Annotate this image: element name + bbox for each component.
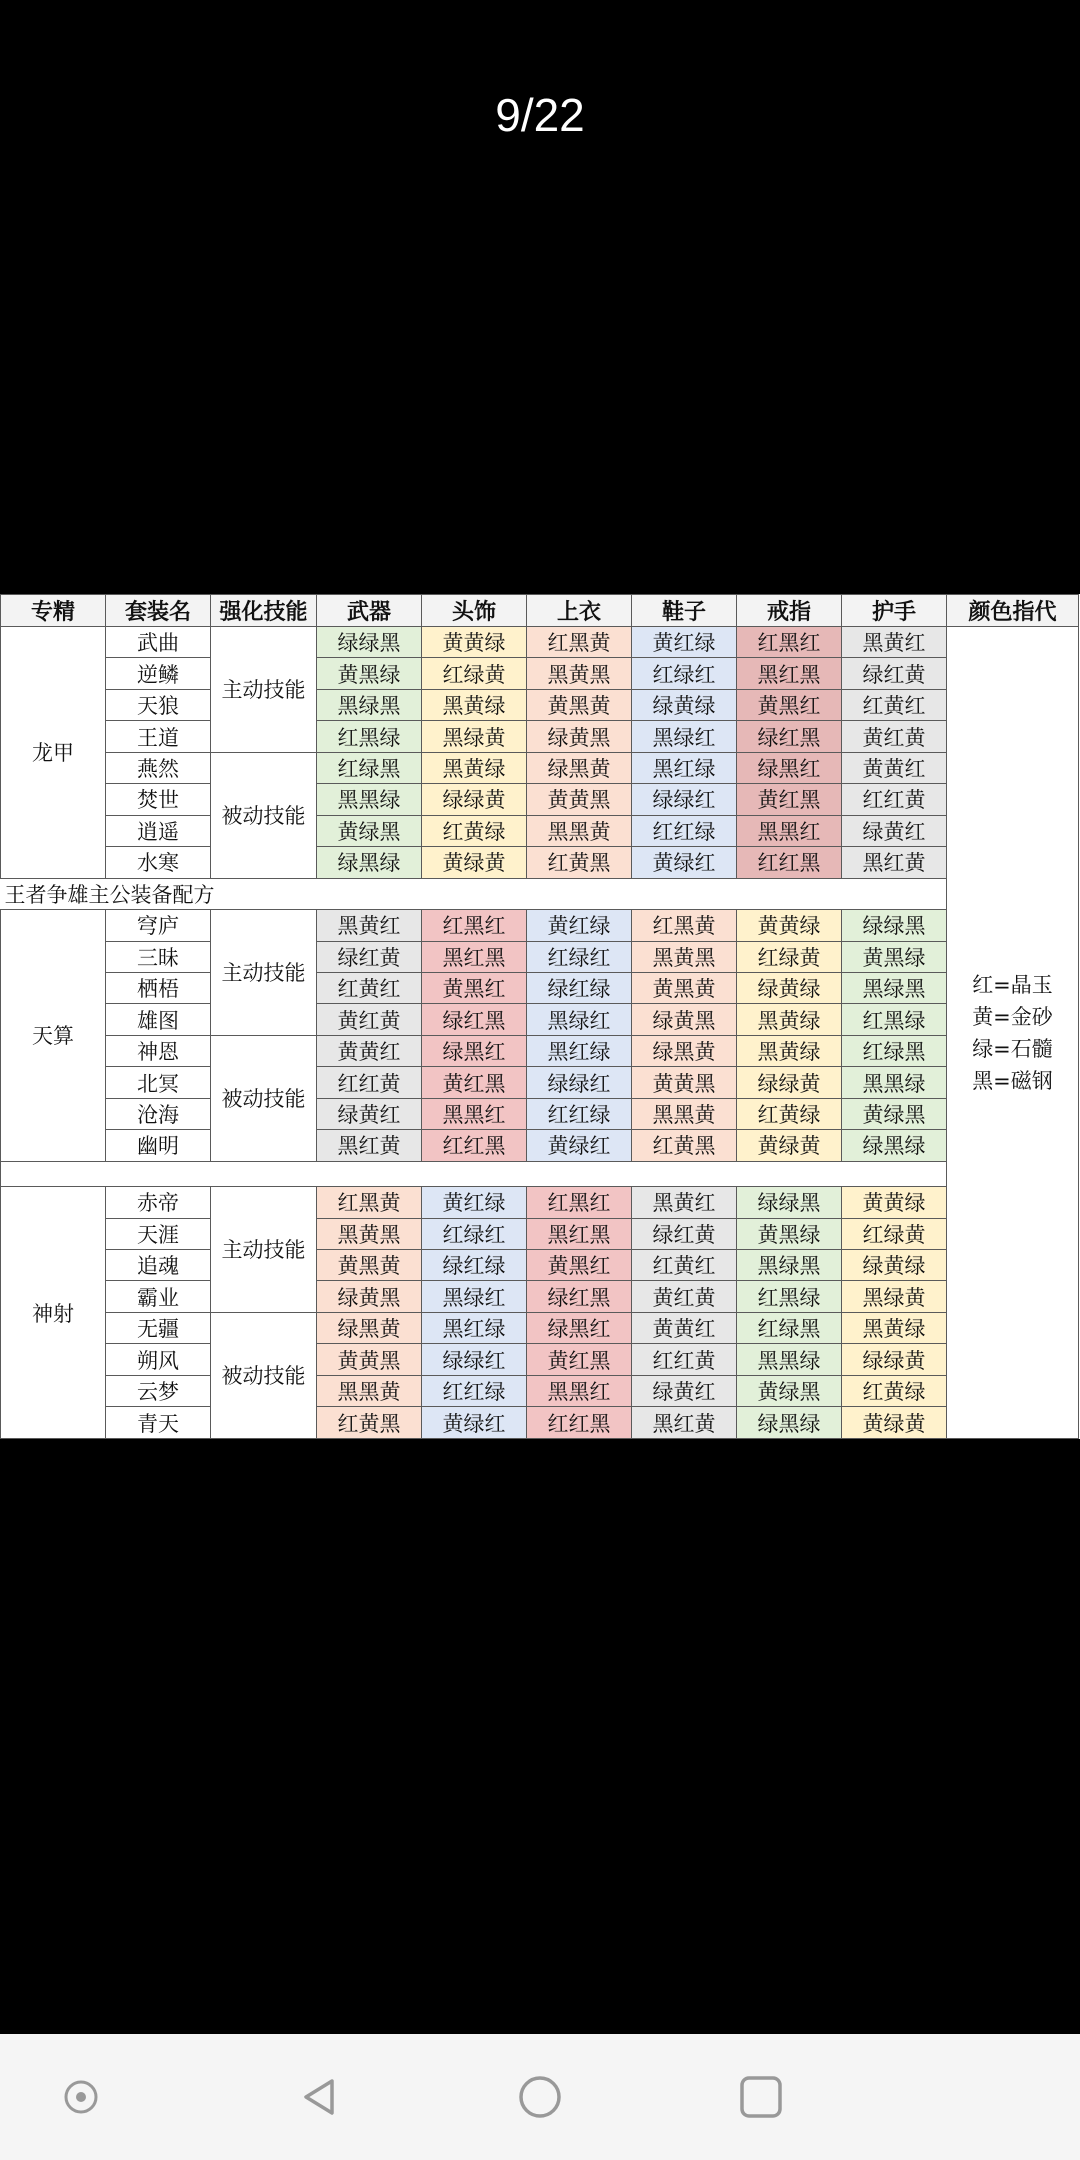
navigation-bar (0, 2034, 1080, 2160)
recipe-cell: 绿黑红 (737, 752, 842, 783)
table-row (1, 784, 1079, 815)
separator-cell (1, 1161, 947, 1186)
table-row (1, 1281, 1079, 1312)
recipe-cell: 黑红黑 (737, 658, 842, 689)
recipe-cell: 黑红黄 (842, 847, 947, 878)
table-row (1, 910, 1079, 941)
recipe-cell: 黄绿黄 (737, 1130, 842, 1161)
spec-cell: 神射 (1, 1187, 106, 1439)
recipe-cell: 绿绿黄 (842, 1344, 947, 1375)
recipe-cell: 黄黑黄 (317, 1249, 422, 1280)
recipe-cell: 黑绿红 (422, 1281, 527, 1312)
header-set-name: 套装名 (106, 595, 211, 627)
recipe-cell: 绿黑红 (422, 1035, 527, 1066)
recipe-cell: 黄红黑 (527, 1344, 632, 1375)
set-name-cell: 霸业 (106, 1281, 211, 1312)
skill-cell: 被动技能 (211, 752, 317, 878)
recipe-cell: 黑绿红 (632, 721, 737, 752)
recipe-cell: 绿黑绿 (842, 1130, 947, 1161)
recipe-cell: 黄黑黄 (632, 972, 737, 1003)
recipe-cell: 黑黄红 (842, 627, 947, 658)
table-row (1, 1218, 1079, 1249)
table-row (1, 1344, 1079, 1375)
recipe-cell: 绿黄黑 (632, 1004, 737, 1035)
recipe-cell: 红绿黑 (737, 1312, 842, 1343)
legend-item: 黑=磁钢 (972, 1068, 1053, 1093)
recipe-cell: 绿黄红 (632, 1375, 737, 1406)
set-name-cell: 赤帝 (106, 1187, 211, 1218)
recipe-cell: 红黑黄 (317, 1187, 422, 1218)
recipe-cell: 黑黑绿 (737, 1344, 842, 1375)
recipe-cell: 红红黑 (527, 1407, 632, 1439)
recipe-cell: 红红黄 (842, 784, 947, 815)
recipe-cell: 黑红黑 (527, 1218, 632, 1249)
recipe-cell: 黄黄黑 (632, 1067, 737, 1098)
recipe-cell: 红黄黑 (317, 1407, 422, 1439)
header-shoes: 鞋子 (632, 595, 737, 627)
recipe-cell: 绿绿黑 (317, 627, 422, 658)
set-name-cell: 王道 (106, 721, 211, 752)
legend-list (947, 969, 1078, 1097)
set-name-cell: 逆鳞 (106, 658, 211, 689)
set-name-cell: 水寒 (106, 847, 211, 878)
recipe-cell: 红红黄 (317, 1067, 422, 1098)
recipe-cell: 黄绿红 (632, 847, 737, 878)
recipe-cell: 红黄红 (317, 972, 422, 1003)
set-name-cell: 朔风 (106, 1344, 211, 1375)
recipe-cell: 红黑红 (527, 1187, 632, 1218)
recipe-cell: 黑绿黑 (317, 689, 422, 720)
recipe-cell: 绿绿红 (527, 1067, 632, 1098)
table-row (1, 847, 1079, 878)
recipe-cell: 绿绿黑 (737, 1187, 842, 1218)
table-row (1, 689, 1079, 720)
recipe-cell: 黄黑红 (422, 972, 527, 1003)
table-row (1, 1407, 1079, 1439)
table-row (1, 1035, 1079, 1066)
recipe-cell: 红绿黄 (737, 941, 842, 972)
equipment-table-image (0, 594, 1080, 1439)
recipe-cell: 绿黄黑 (317, 1281, 422, 1312)
recipe-cell: 黄红黄 (632, 1281, 737, 1312)
recipe-cell: 绿黄红 (842, 815, 947, 846)
recipe-cell: 绿绿红 (632, 784, 737, 815)
set-name-cell: 云梦 (106, 1375, 211, 1406)
assistant-icon[interactable] (46, 2062, 116, 2132)
recipe-cell: 黑红黄 (632, 1407, 737, 1439)
table-row (1, 941, 1079, 972)
recipe-cell: 黄绿红 (422, 1407, 527, 1439)
recipe-cell: 红绿红 (527, 941, 632, 972)
recipe-cell: 红红黄 (632, 1344, 737, 1375)
header-ring: 戒指 (737, 595, 842, 627)
recipe-cell: 红黄绿 (842, 1375, 947, 1406)
set-name-cell: 栖梧 (106, 972, 211, 1003)
recipe-cell: 黄红黑 (737, 784, 842, 815)
recipe-cell: 红黄黑 (632, 1130, 737, 1161)
set-name-cell: 幽明 (106, 1130, 211, 1161)
recipe-cell: 黄绿黑 (317, 815, 422, 846)
banner-text: 王者争雄主公装备配方 (4, 882, 215, 907)
recipe-cell: 红黑绿 (842, 1004, 947, 1035)
recipe-cell: 红绿黑 (317, 752, 422, 783)
recipe-cell: 黑红黄 (317, 1130, 422, 1161)
table-row (1, 1187, 1079, 1218)
recipe-cell: 红黑红 (422, 910, 527, 941)
header-color-legend: 颜色指代 (947, 595, 1079, 627)
recipe-cell: 红绿黄 (842, 1218, 947, 1249)
recipe-cell: 黄红黄 (317, 1004, 422, 1035)
recipe-cell: 黄红绿 (422, 1187, 527, 1218)
set-name-cell: 无疆 (106, 1312, 211, 1343)
recipe-cell: 红黑红 (737, 627, 842, 658)
recipe-cell: 黑黑红 (527, 1375, 632, 1406)
recipe-cell: 黄黄黑 (527, 784, 632, 815)
recipe-cell: 绿红黄 (632, 1218, 737, 1249)
recipe-cell: 红黄红 (842, 689, 947, 720)
recipe-cell: 黄绿黄 (422, 847, 527, 878)
recipe-cell: 红黑黄 (527, 627, 632, 658)
recipe-cell: 绿红黑 (422, 1004, 527, 1035)
set-name-cell: 雄图 (106, 1004, 211, 1035)
recipe-cell: 黑黄绿 (842, 1312, 947, 1343)
table-row (1, 1249, 1079, 1280)
recipe-cell: 红绿红 (632, 658, 737, 689)
recipe-cell: 红黄绿 (737, 1098, 842, 1129)
recipe-cell: 黑黄黑 (317, 1218, 422, 1249)
table-row (1, 752, 1079, 783)
skill-cell: 主动技能 (211, 1187, 317, 1313)
recipe-cell: 黄黑红 (527, 1249, 632, 1280)
recipe-cell: 红绿黑 (842, 1035, 947, 1066)
recipe-cell: 黄黄红 (842, 752, 947, 783)
recipe-cell: 黄黄红 (632, 1312, 737, 1343)
recipe-cell: 绿黄黑 (527, 721, 632, 752)
recipe-cell: 黑黄黑 (632, 941, 737, 972)
recipe-cell: 绿绿黑 (842, 910, 947, 941)
recipe-cell: 绿黑黄 (317, 1312, 422, 1343)
recipe-cell: 黑红绿 (632, 752, 737, 783)
recipe-cell: 黑黑绿 (317, 784, 422, 815)
recipe-cell: 黄黄绿 (422, 627, 527, 658)
home-icon[interactable] (505, 2062, 575, 2132)
recipe-cell: 绿绿黄 (737, 1067, 842, 1098)
recipe-cell: 红绿红 (422, 1218, 527, 1249)
recipe-cell: 黄红绿 (632, 627, 737, 658)
table-row (1, 1098, 1079, 1129)
spec-cell: 龙甲 (1, 627, 106, 879)
set-name-cell: 沧海 (106, 1098, 211, 1129)
recipe-cell: 黑黑红 (422, 1098, 527, 1129)
table-row (1, 627, 1079, 658)
table-row (1, 815, 1079, 846)
banner-row (1, 878, 1079, 909)
recipe-cell: 黑绿黑 (842, 972, 947, 1003)
skill-cell: 被动技能 (211, 1312, 317, 1438)
recipe-cell: 黑绿黑 (737, 1249, 842, 1280)
set-name-cell: 穹庐 (106, 910, 211, 941)
recipe-cell: 黄黑黄 (527, 689, 632, 720)
recipe-cell: 红红绿 (422, 1375, 527, 1406)
recipe-cell: 红黑黄 (632, 910, 737, 941)
back-icon[interactable] (285, 2062, 355, 2132)
skill-cell: 被动技能 (211, 1035, 317, 1161)
set-name-cell: 焚世 (106, 784, 211, 815)
recipe-cell: 黑黑黄 (527, 815, 632, 846)
recipe-cell: 黑黄绿 (737, 1035, 842, 1066)
recipe-cell: 黄绿黄 (842, 1407, 947, 1439)
separator-row (1, 1161, 1079, 1186)
recipe-cell: 黑绿黄 (842, 1281, 947, 1312)
recipe-cell: 黑黑绿 (842, 1067, 947, 1098)
table-row (1, 1067, 1079, 1098)
set-name-cell: 天狼 (106, 689, 211, 720)
recipe-cell: 绿红黑 (737, 721, 842, 752)
table-row (1, 1130, 1079, 1161)
recipe-cell: 黄黄绿 (842, 1187, 947, 1218)
recipe-cell: 黑黄绿 (422, 689, 527, 720)
recipe-cell: 绿黑红 (527, 1312, 632, 1343)
header-gauntlet: 护手 (842, 595, 947, 627)
recipe-cell: 黄黄黑 (317, 1344, 422, 1375)
set-name-cell: 武曲 (106, 627, 211, 658)
recipe-cell: 黑黑红 (737, 815, 842, 846)
recipe-cell: 黑黑黄 (632, 1098, 737, 1129)
page-counter: 9/22 (495, 89, 585, 141)
recipe-cell: 黑黑黄 (317, 1375, 422, 1406)
set-name-cell: 追魂 (106, 1249, 211, 1280)
recipe-cell: 绿黑绿 (317, 847, 422, 878)
table-row (1, 658, 1079, 689)
set-name-cell: 燕然 (106, 752, 211, 783)
recipe-cell: 黑黄绿 (422, 752, 527, 783)
recipe-cell: 绿红绿 (527, 972, 632, 1003)
recipe-cell: 绿黑黄 (632, 1035, 737, 1066)
recipe-cell: 黑红黑 (422, 941, 527, 972)
table-header-row (1, 595, 1079, 627)
recipe-cell: 黄红绿 (527, 910, 632, 941)
recipe-cell: 红黑绿 (737, 1281, 842, 1312)
recipe-cell: 黑绿红 (527, 1004, 632, 1035)
header-spec: 专精 (1, 595, 106, 627)
recipe-cell: 黄黑绿 (842, 941, 947, 972)
recipe-cell: 绿绿黄 (422, 784, 527, 815)
table-row (1, 972, 1079, 1003)
recipe-cell: 黄黄绿 (737, 910, 842, 941)
recipe-cell: 红黑绿 (317, 721, 422, 752)
table-row (1, 721, 1079, 752)
recipe-cell: 黄绿黑 (737, 1375, 842, 1406)
recipe-cell: 黑黄红 (632, 1187, 737, 1218)
recipe-cell: 绿红黄 (842, 658, 947, 689)
recipe-cell: 黑红绿 (422, 1312, 527, 1343)
recipe-cell: 黑黄绿 (737, 1004, 842, 1035)
legend-item: 绿=石髓 (972, 1036, 1053, 1061)
legend-item: 黄=金砂 (972, 1004, 1053, 1029)
recipe-cell: 红红绿 (632, 815, 737, 846)
set-name-cell: 逍遥 (106, 815, 211, 846)
recipe-cell: 绿红绿 (422, 1249, 527, 1280)
recipe-cell: 绿黄红 (317, 1098, 422, 1129)
recipe-cell: 黄黄红 (317, 1035, 422, 1066)
header-headgear: 头饰 (422, 595, 527, 627)
recipe-cell: 黑黄黑 (527, 658, 632, 689)
table-row (1, 1312, 1079, 1343)
recipe-cell: 红黄黑 (527, 847, 632, 878)
skill-cell: 主动技能 (211, 910, 317, 1036)
recipe-cell: 绿黑黄 (527, 752, 632, 783)
recipe-cell: 绿黄绿 (737, 972, 842, 1003)
recipe-cell: 红绿黄 (422, 658, 527, 689)
legend-item: 红=晶玉 (972, 972, 1053, 997)
recents-icon[interactable] (726, 2062, 796, 2132)
recipe-cell: 黄黑绿 (737, 1218, 842, 1249)
set-name-cell: 青天 (106, 1407, 211, 1439)
equipment-recipe-table (0, 594, 1079, 1439)
recipe-cell: 黄绿黑 (842, 1098, 947, 1129)
skill-cell: 主动技能 (211, 627, 317, 753)
recipe-cell: 绿红黄 (317, 941, 422, 972)
recipe-cell: 黑黄红 (317, 910, 422, 941)
set-name-cell: 北冥 (106, 1067, 211, 1098)
recipe-cell: 黄红黑 (422, 1067, 527, 1098)
recipe-cell: 黄绿红 (527, 1130, 632, 1161)
color-legend-cell (947, 627, 1079, 1439)
recipe-cell: 黄黑绿 (317, 658, 422, 689)
recipe-cell: 红红黑 (422, 1130, 527, 1161)
set-name-cell: 神恩 (106, 1035, 211, 1066)
recipe-cell: 绿红黑 (527, 1281, 632, 1312)
recipe-cell: 红黄绿 (422, 815, 527, 846)
recipe-cell: 绿黑绿 (737, 1407, 842, 1439)
recipe-cell: 红黄红 (632, 1249, 737, 1280)
recipe-cell: 绿黄绿 (632, 689, 737, 720)
recipe-cell: 黄黑红 (737, 689, 842, 720)
recipe-cell: 黑绿黄 (422, 721, 527, 752)
recipe-cell: 红红黑 (737, 847, 842, 878)
recipe-cell: 绿黄绿 (842, 1249, 947, 1280)
set-name-cell: 三昧 (106, 941, 211, 972)
header-top: 上衣 (527, 595, 632, 627)
recipe-cell: 红红绿 (527, 1098, 632, 1129)
header-weapon: 武器 (317, 595, 422, 627)
table-row (1, 1004, 1079, 1035)
recipe-cell: 黄红黄 (842, 721, 947, 752)
recipe-cell: 绿绿红 (422, 1344, 527, 1375)
table-row (1, 1375, 1079, 1406)
set-name-cell: 天涯 (106, 1218, 211, 1249)
spec-cell: 天算 (1, 910, 106, 1162)
recipe-cell: 黑红绿 (527, 1035, 632, 1066)
header-skill: 强化技能 (211, 595, 317, 627)
